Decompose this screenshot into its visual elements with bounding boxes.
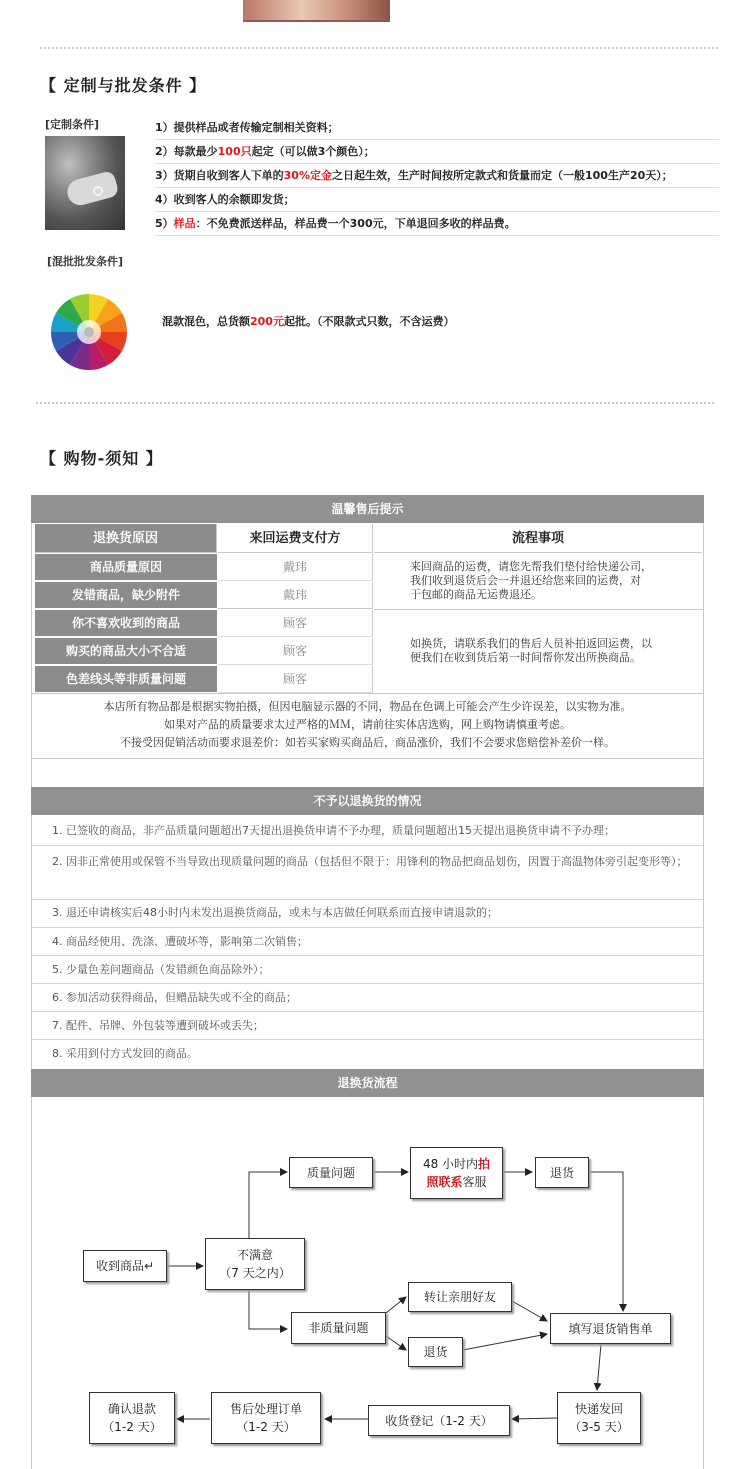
rule-item: 7. 配件、吊牌、外包装等遭到破坏或丢失； [32, 1012, 703, 1040]
flow-quality-issue: 质量问题 [289, 1157, 373, 1188]
flow-contact-service: 48 小时内拍 照联系客服 [410, 1147, 503, 1199]
process-bar: 退换货流程 [31, 1069, 704, 1097]
condition-item: 4）收到客人的余额即发货； [155, 188, 719, 212]
table-row-reason: 色差线头等非质量问题 [35, 666, 217, 693]
notice-line: 如果对产品的质量要求太过严格的ＭＭ，请前往实体店选购，网上购物请慎重考虑。 [164, 718, 571, 731]
section-title-shopping: 【 购物-须知 】 [40, 449, 163, 468]
mix-label: [混批批发条件] [47, 255, 124, 268]
header-payer: 来回运费支付方 [218, 524, 373, 553]
flow-unsatisfied: 不满意 （7 天之内） [205, 1238, 305, 1290]
rule-item: 2. 因非正常使用或保管不当导致出现质量问题的商品（包括但不限于：用锋利的物品把商品划伤，因置于高温物体旁引起变形等）； [32, 846, 703, 900]
notice-line: 不接受因促销活动而要求退差价：如若买家购买商品后，商品涨价，我们不会要求您赔偿补差价一样。 [120, 736, 615, 749]
rule-item: 5. 少量色差问题商品（发错颜色商品除外）； [32, 956, 703, 984]
flow-process-order: 售后处理订单 （1-2 天） [211, 1392, 321, 1444]
header-flow: 流程事项 [374, 524, 702, 553]
rule-item: 4. 商品经使用、洗涤、遭破坏等，影响第二次销售； [32, 928, 703, 956]
flow-received: 收到商品↵ [83, 1250, 167, 1282]
table-row-reason: 商品质量原因 [35, 554, 217, 581]
no-return-bar: 不予以退换货的情况 [31, 787, 704, 815]
rule-item: 3. 退还申请核实后48小时内未发出退换货商品，或未与本店做任何联系而直接申请退款的； [32, 900, 703, 928]
flow-transfer: 转让亲朋好友 [408, 1282, 512, 1312]
table-row-payer: 顾客 [218, 638, 373, 665]
flow-express: 快递发回 （3-5 天） [557, 1392, 641, 1444]
table-row-reason: 购买的商品大小不合适 [35, 638, 217, 665]
condition-item: 5）样品：不免费派送样品，样品费一个300元，下单退回多收的样品费。 [155, 212, 719, 236]
table-row-reason: 你不喜欢收到的商品 [35, 610, 217, 637]
flow-receipt: 收货登记（1-2 天） [368, 1405, 510, 1436]
flow-fill-form: 填写退货销售单 [550, 1313, 671, 1344]
table-row-payer: 顾客 [218, 610, 373, 637]
flow-non-quality: 非质量问题 [291, 1312, 386, 1344]
flow-note-exchange: 如换货，请联系我们的售后人员补拍返回运费，以 便我们在收到货后第一时间帮你发出所换商品。 [410, 637, 652, 664]
condition-item: 3）货期自收到客人下单的30%定金之日起生效，生产时间按所定款式和货量而定（一般100生产20天）； [155, 164, 719, 188]
flow-return-quality: 退货 [535, 1157, 589, 1188]
flow-refund: 确认退款 （1-2 天） [89, 1392, 175, 1444]
flow-note-free: 来回商品的运费，请您先帮我们垫付给快递公司， 我们收到退货后会一并退还给您来回的运费，对 于包邮的商品无运费退还。 [410, 560, 652, 601]
rule-item: 1. 已签收的商品，非产品质量问题超出7天提出退换货申请不予办理，质量问题超出15天提出退换货申请不予办理； [32, 818, 703, 846]
table-row-payer: 戴玮 [218, 582, 373, 609]
condition-item: 1）提供样品或者传输定制相关资料； [155, 116, 719, 140]
rule-item: 6. 参加活动获得商品，但赠品缺失或不全的商品； [32, 984, 703, 1012]
section-title-custom: 【 定制与批发条件 】 [40, 76, 207, 95]
rule-item: 8. 采用到付方式发回的商品。 [52, 1047, 198, 1060]
table-row-reason: 发错商品，缺少附件 [35, 582, 217, 609]
custom-label: [定制条件] [45, 118, 100, 131]
condition-item: 2）每款最少100只起定（可以做3个颜色）； [155, 140, 719, 164]
table-row-payer: 顾客 [218, 666, 373, 693]
flow-return-non-quality: 退货 [408, 1337, 463, 1367]
table-row-payer: 戴玮 [218, 554, 373, 581]
mix-conditions-text: 混款混色，总货额200元起批。（不限款式只数，不含运费） [162, 315, 455, 328]
warm-tips-bar: 温馨售后提示 [31, 495, 704, 523]
notice-line: 本店所有物品都是根据实物拍摄，但因电脑显示器的不同，物品在色调上可能会产生少许误差，以实物为准。 [103, 700, 632, 713]
header-reason: 退换货原因 [35, 524, 217, 553]
